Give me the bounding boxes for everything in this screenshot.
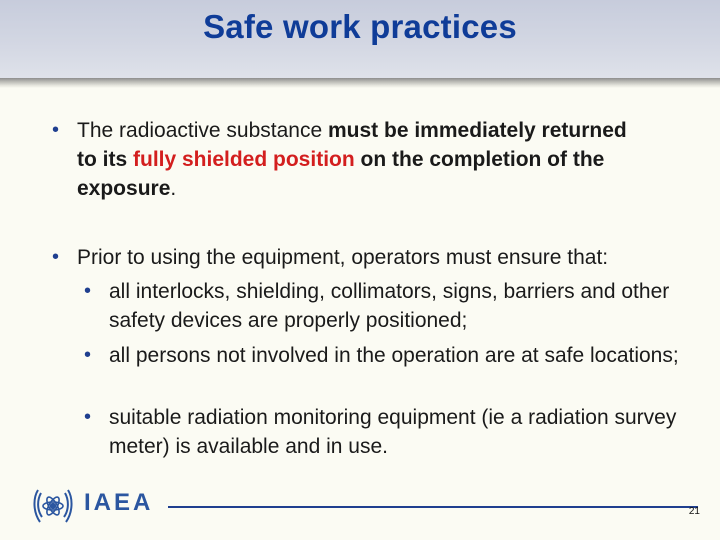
sub-bullet-text: all interlocks, shielding, collimators, signs, barriers and other safety devices are properly positioned; [109,280,670,332]
bullet-text [52,116,652,203]
bullet-text: Prior to using the equipment, operators must ensure that: [77,246,609,269]
bullet-item [52,243,702,272]
bullet-dot: • [52,246,60,268]
footer-logo-text: IAEA [84,489,154,516]
page-title: Safe work practices [203,8,517,45]
bullet-dot: • [52,119,60,141]
sub-bullet-item [84,403,704,461]
iaea-emblem-icon [28,482,78,530]
bullet-text-emphasis: must be immediately returned to its [77,119,627,171]
sub-bullet-dot: • [84,406,92,428]
bullet-item [52,116,652,203]
bullet-text-part: The radioactive substance [77,119,328,142]
sub-bullet-text: all persons not involved in the operation are at safe locations; [109,344,679,367]
footer-divider [168,506,698,508]
sub-bullet-item [84,277,684,335]
page-number: 21 [688,506,700,517]
sub-bullet-dot: • [84,344,92,366]
sub-bullet-item [84,341,684,370]
bullet-text-emphasis: on the completion of the exposure [77,148,605,200]
title-banner-shadow [0,78,720,88]
bullet-text-part: . [170,177,177,200]
bullet-text-highlight: fully shielded position [133,148,355,171]
sub-bullet-dot: • [84,280,92,302]
sub-bullet-text: suitable radiation monitoring equipment (ie a radiation survey meter) is available and in use. [109,406,677,458]
